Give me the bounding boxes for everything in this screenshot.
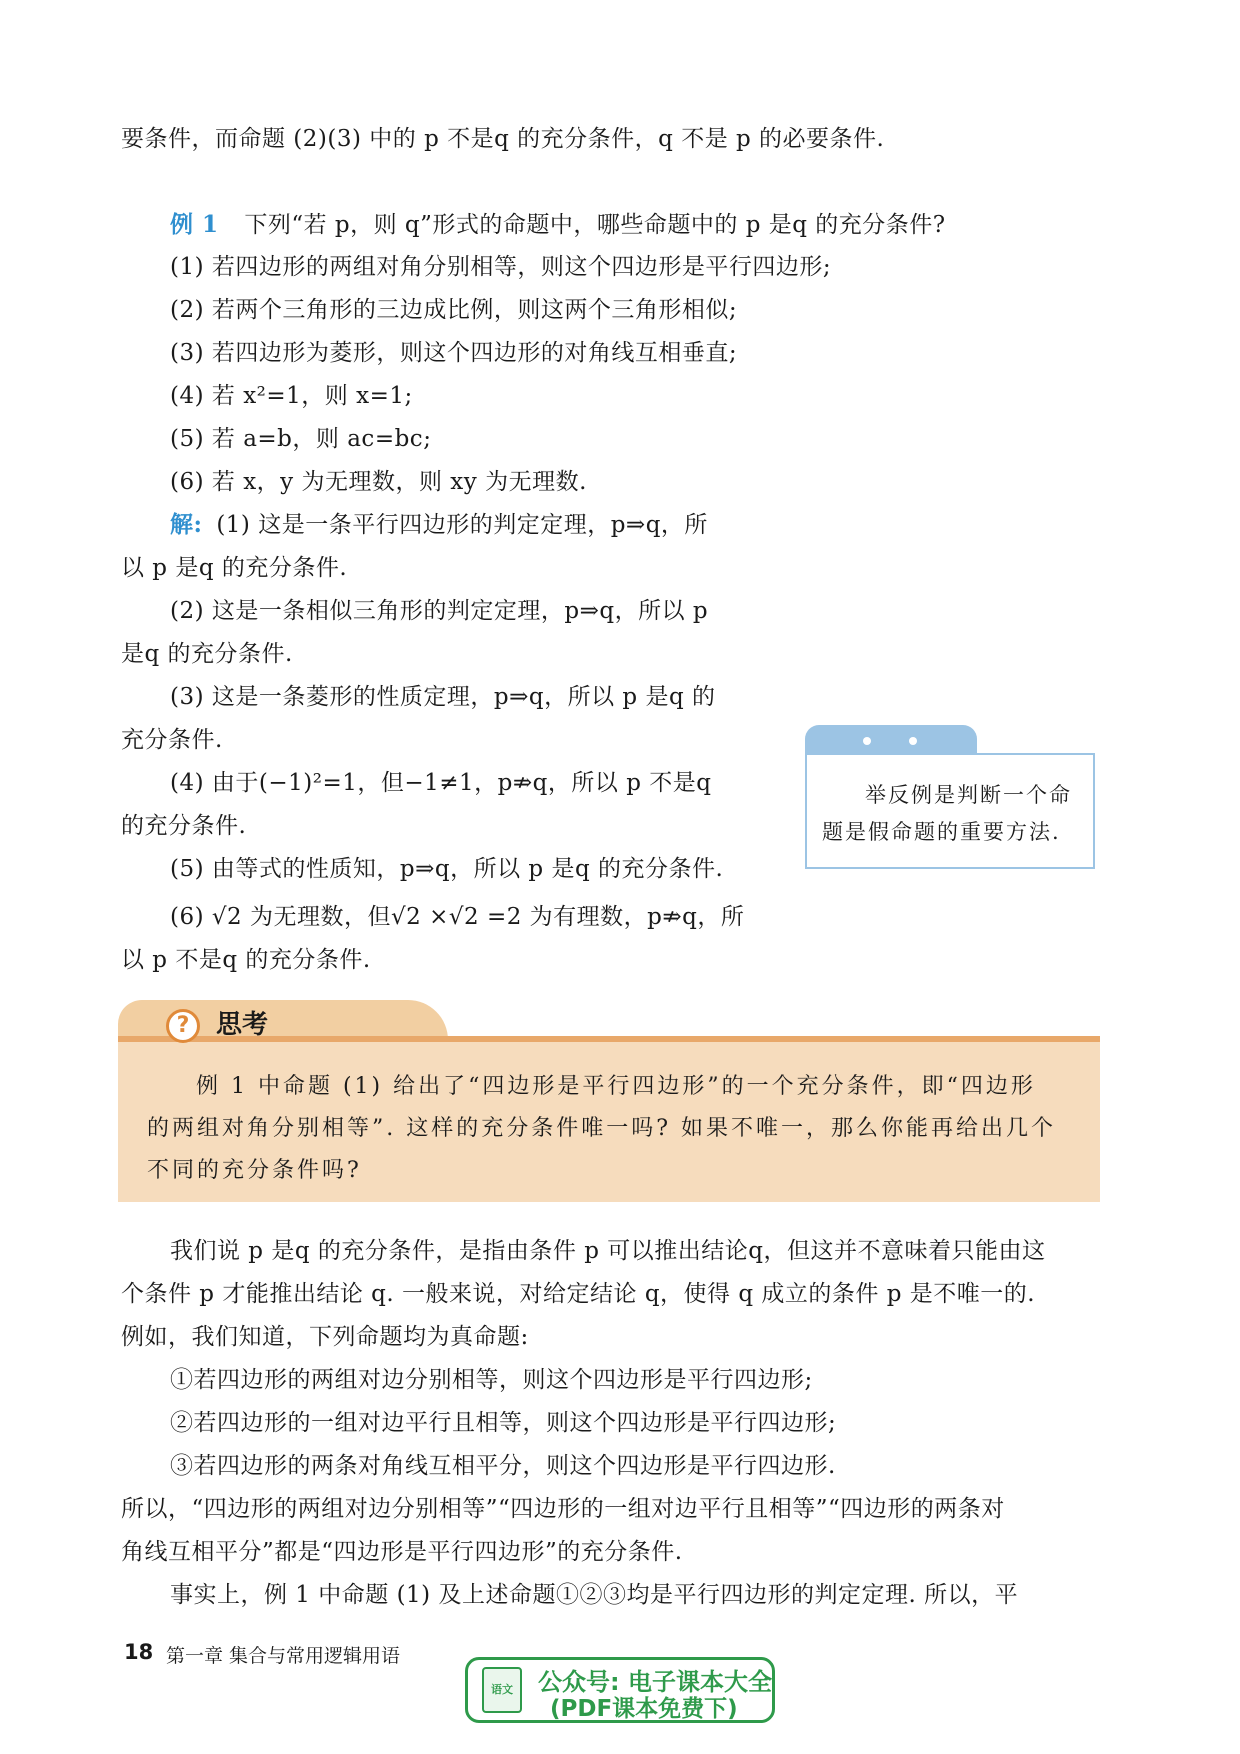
side-note (805, 753, 1095, 869)
top-line: 要条件，而命题 (2)(3) 中的 p 不是q 的充分条件，q 不是 p 的必要条件. (121, 126, 885, 152)
solution-line: 以 p 不是q 的充分条件. (121, 947, 371, 973)
note-line: 题是假命题的重要方法. (822, 820, 1061, 844)
example-item: (5) 若 a=b，则 ac=bc; (170, 426, 432, 452)
body-line: ②若四边形的一组对边平行且相等，则这个四边形是平行四边形; (170, 1410, 837, 1436)
think-title: 思考 (216, 1010, 269, 1040)
example-item: (2) 若两个三角形的三边成比例，则这两个三角形相似; (170, 297, 738, 323)
think-line: 不同的充分条件吗? (147, 1158, 362, 1183)
body-line: ③若四边形的两条对角线互相平分，则这个四边形是平行四边形. (170, 1453, 836, 1479)
body-line: 我们说 p 是q 的充分条件，是指由条件 p 可以推出结论q，但这并不意味着只能由这 (170, 1238, 1046, 1264)
body-line: 个条件 p 才能推出结论 q. 一般来说，对给定结论 q，使得 q 成立的条件 p 是不唯一的. (121, 1281, 1036, 1307)
chapter-title: 第一章 集合与常用逻辑用语 (166, 1645, 401, 1667)
think-line: 例 1 中命题 (1) 给出了“四边形是平行四边形”的一个充分条件，即“四边形 (196, 1074, 1036, 1099)
body-line: 所以，“四边形的两组对边分别相等”“四边形的一组对边平行且相等”“四边形的两条对 (121, 1496, 1005, 1522)
solution-line: 以 p 是q 的充分条件. (121, 555, 348, 581)
example-label: 例 1 (170, 211, 219, 238)
solution-line: (3) 这是一条菱形的性质定理，p⇒q，所以 p 是q 的 (170, 684, 716, 710)
example-heading (170, 210, 946, 240)
question-mark-icon: ? (166, 1009, 200, 1043)
body-line: 角线互相平分”都是“四边形是平行四边形”的充分条件. (121, 1539, 683, 1565)
note-line: 举反例是判断一个命 (865, 783, 1072, 807)
solution-label: 解: (170, 511, 203, 538)
example-item: (3) 若四边形为菱形，则这个四边形的对角线互相垂直; (170, 340, 738, 366)
example-item: (1) 若四边形的两组对角分别相等，则这个四边形是平行四边形; (170, 254, 832, 280)
body-line: ①若四边形的两组对边分别相等，则这个四边形是平行四边形; (170, 1367, 813, 1393)
note-dot-icon (863, 737, 871, 745)
solution-line: (6) √2 为无理数，但√2 ×√2 =2 为有理数，p⇏q，所 (170, 904, 745, 930)
solution-line: 充分条件. (121, 727, 223, 753)
watermark-line2: (PDF课本免费下) (550, 1696, 738, 1722)
watermark-line1: 公众号: 电子课本大全 (538, 1668, 772, 1696)
example-item: (6) 若 x，y 为无理数，则 xy 为无理数. (170, 469, 587, 495)
example-question: 下列“若 p，则 q”形式的命题中，哪些命题中的 p 是q 的充分条件? (244, 212, 946, 238)
solution-line: (5) 由等式的性质知，p⇒q，所以 p 是q 的充分条件. (170, 856, 724, 882)
book-icon: 语文 (482, 1667, 522, 1713)
solution-line: 是q 的充分条件. (121, 641, 293, 667)
watermark-badge (465, 1657, 775, 1723)
solution-line: 解: (1) 这是一条平行四边形的判定定理，p⇒q，所 (170, 511, 708, 538)
body-line: 例如，我们知道，下列命题均为真命题: (121, 1324, 529, 1350)
note-dot-icon (909, 737, 917, 745)
example-item: (4) 若 x²=1，则 x=1; (170, 383, 413, 409)
note-tab (805, 725, 977, 755)
solution-line: (4) 由于(−1)²=1，但−1≠1，p⇏q，所以 p 不是q (170, 770, 712, 796)
solution-line: 的充分条件. (121, 813, 247, 839)
solution-line: (2) 这是一条相似三角形的判定定理，p⇒q，所以 p (170, 598, 709, 624)
body-line: 事实上，例 1 中命题 (1) 及上述命题①②③均是平行四边形的判定定理. 所以，平 (170, 1582, 1019, 1608)
think-line: 的两组对角分别相等”. 这样的充分条件唯一吗? 如果不唯一，那么你能再给出几个 (147, 1116, 1057, 1141)
page-number: 18 (124, 1640, 154, 1664)
